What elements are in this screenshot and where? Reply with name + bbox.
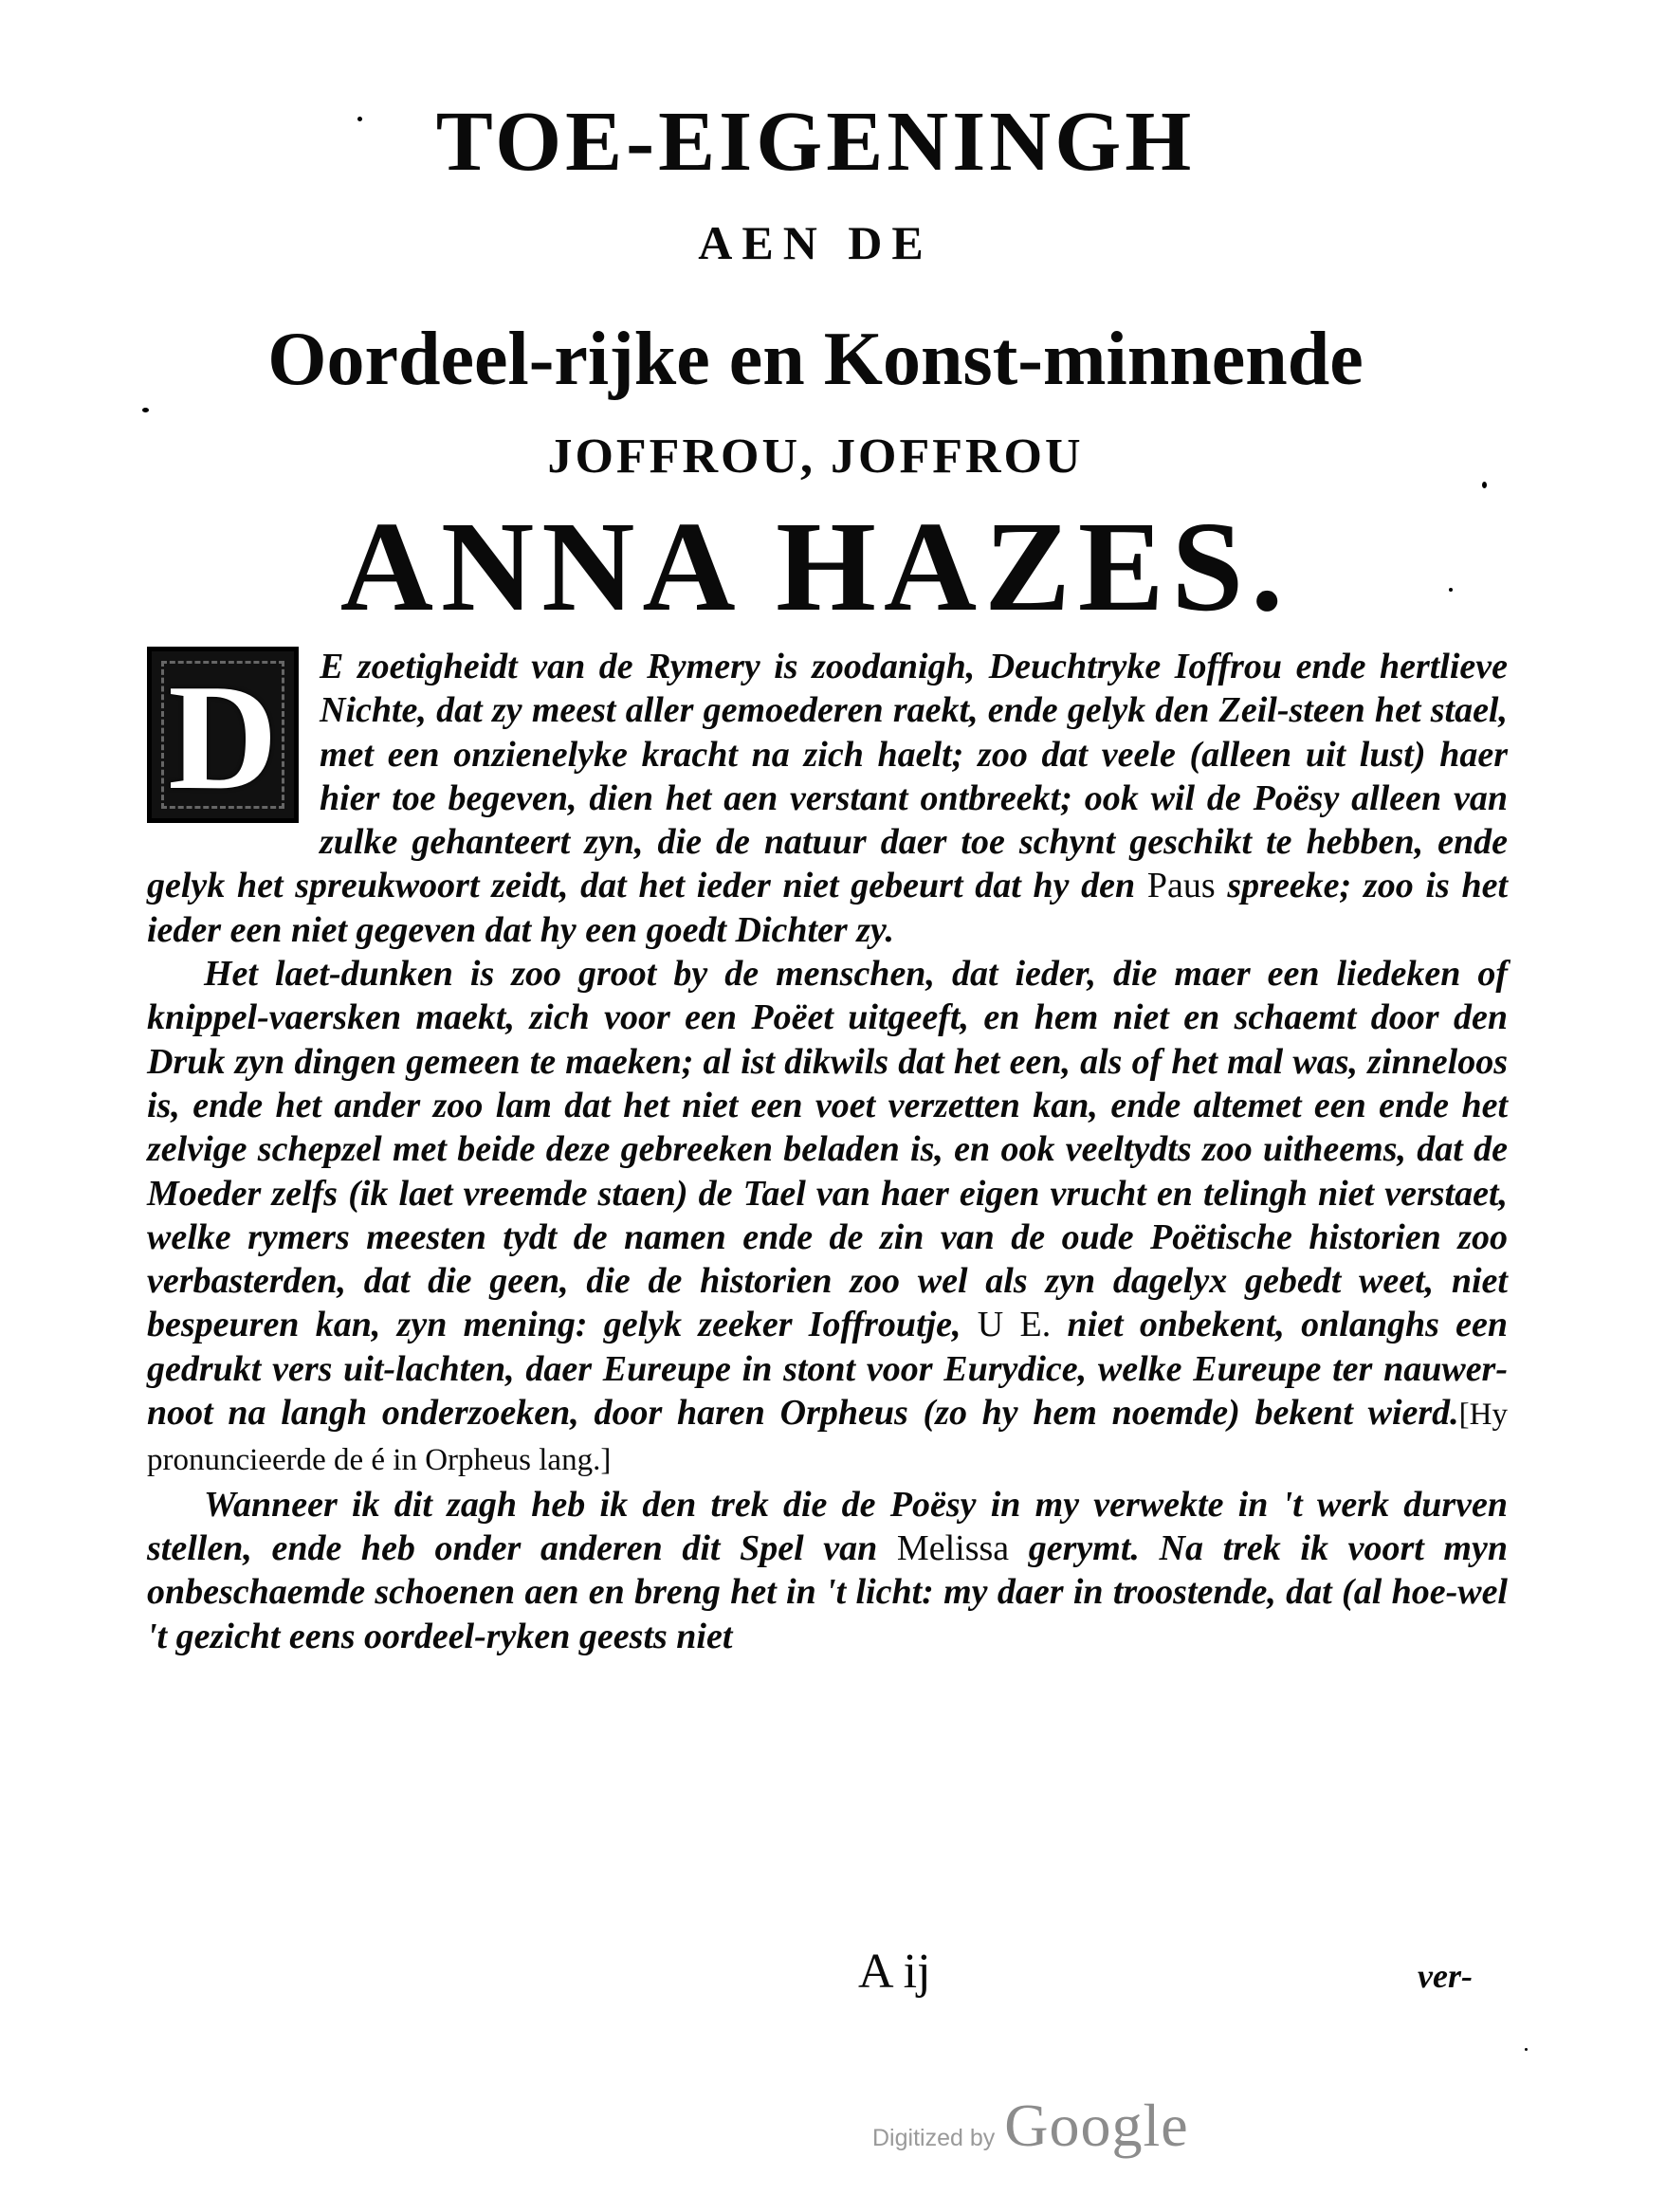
initial-letter: D: [168, 652, 278, 821]
catchword: ver-: [1418, 1957, 1473, 1995]
watermark-logo: Google: [1004, 2092, 1189, 2159]
paragraph-1: [147, 645, 1508, 952]
paragraph-1-text: E zoetigheidt van de Rymery is zoodanigh, Deuchtryke Ioffrou ende hertlieve Nichte, dat zy meest aller gemoederen raekt, ende gelyk den Zeil-steen het stael, met een onzienelyke kracht na zich haelt; zoo dat veele (alleen uit lust) haer hier toe begeven, dien het aen verstant ontbreekt; ook wil de Poësy alleen van zulke gehanteert zyn, die de natuur daer toe schynt geschikt te hebben, ende gelyk het spreukwoort zeidt, dat het ieder niet gebeurt dat hy den: [147, 647, 1508, 906]
paragraph-2-text-a: Het laet-dunken is zoo groot by de menschen, dat ieder, die maer een liedeken of knippel-vaersken maekt, zich voor een Poëet uitgeeft, en hem niet en schaemt door den Druk zyn dingen gemeen te maeken; al ist dikwils dat het een, als of het mal was, zinneloos is, ende het ander zoo lam dat het niet een voet verzetten kan, ende altemet een ende het zelvige schepzel met beide deze gebreeken beladen is, en ook veeltydts zoo uitheems, dat de Moeder zelfs (ik laet vreemde staen) de Tael van haer eigen vrucht en telingh niet verstaet, welke rymers meesten tydt de namen ende de zin van de oude Poëtische historien zoo verbasterden, dat die geen, die de historien zoo wel als zyn dagelyx gebedt weet, niet bespeuren kan, zyn mening: gelyk zeeker Ioffroutje,: [147, 954, 1508, 1345]
paragraph-3-text-a: Wanneer ik dit zagh heb ik den trek die de Poësy in my verwekte in 't werk durven stellen, ende heb onder anderen dit Spel van: [147, 1484, 1508, 1568]
signature-mark: A ij: [858, 1945, 931, 1999]
ink-speck: [142, 408, 149, 412]
ue-abbrev: U E.: [977, 1305, 1052, 1345]
heading-aen-de: AEN DE: [698, 216, 933, 269]
heading-epithet: Oordeel-rijke en Konst-minnende: [267, 318, 1364, 401]
paragraph-3: [147, 1483, 1508, 1658]
watermark-prefix: Digitized by: [872, 2125, 996, 2151]
dedication-body: [147, 645, 1508, 1658]
heading-address: JOFFROU, JOFFROU: [547, 430, 1084, 484]
bracket-note: [Hy pronuncieerde de é in Orpheus lang.]: [147, 1398, 1508, 1478]
ink-speck: [1525, 2048, 1528, 2051]
heading-title: TOE-EIGENINGH: [435, 95, 1196, 189]
ink-speck: [357, 117, 362, 121]
dedication-heading: [133, 90, 1498, 638]
ink-speck: [1482, 482, 1487, 488]
paragraph-2: [147, 952, 1508, 1483]
paragraph-1-end: spreeke; zoo is het ieder een niet gegeven dat hy een goedt Dichter zy.: [147, 866, 1508, 950]
ink-speck: [1449, 588, 1453, 592]
ornamental-initial: [147, 647, 299, 823]
melissa-word: Melissa: [896, 1527, 1010, 1568]
paragraph-2-text-b: niet onbekent, onlanghs een gedrukt vers uit-lachten, daer Eureupe in stont voor Eurydice, welke Eureupe ter nauwer-noot na langh onderzoeken, door haren Orpheus (zo hy hem noemde) bekent wierd.: [147, 1305, 1508, 1434]
paragraph-3-text-b: gerymt. Na trek ik voort myn onbeschaemde schoenen aen en breng het in 't licht: my daer in troostende, dat (al hoe-wel 't gezicht eens oordeel-ryken geests niet: [147, 1527, 1508, 1656]
paus-word: Paus: [1146, 866, 1216, 906]
heading-name: ANNA HAZES.: [339, 496, 1291, 638]
digitization-watermark: [872, 2091, 1189, 2161]
